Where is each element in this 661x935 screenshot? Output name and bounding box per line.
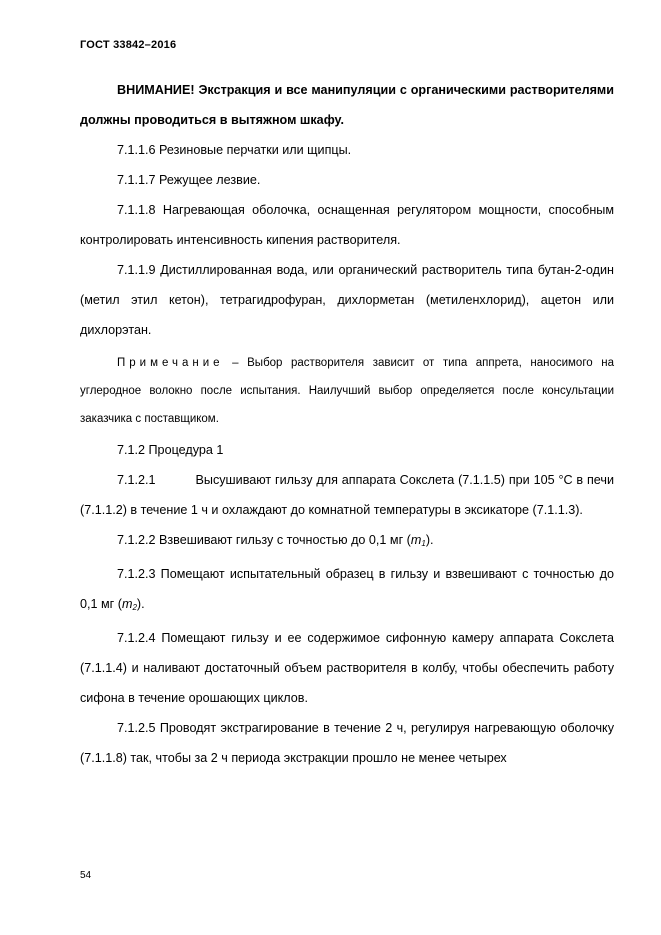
item-7-1-2-2-end: ). [425,533,434,547]
warning-paragraph [80,75,614,135]
page-number: 54 [80,870,92,881]
item-7-1-1-8: 7.1.1.8 Нагревающая оболочка, оснащенная регулятором мощности, способным контролировать интенсивность кипения растворителя. [80,203,614,247]
item-7-1-2-3-end: ). [136,597,145,611]
note-label: Примечание [117,357,224,369]
mass-variable-m2: $m_2$ [121,597,137,612]
item-7-1-1-9: 7.1.1.9 Дистиллированная вода, или органический растворитель типа бутан-2-один (метил этил кетон), тетрагидрофуран, дихлорметан (метиленхлорид), ацетон или дихлорэтан. [80,263,614,337]
document-body [80,75,614,773]
warning-text: Экстракция и все манипуляции с органическими растворителями должны проводиться в вытяжном шкафу. [80,83,614,127]
item-7-1-2-1-text: Высушивают гильзу для аппарата Сокслета (7.1.1.5) при 105 °С в печи (7.1.1.2) в течение 1 ч и охлаждают до комнатной температуры в эксикаторе (7.1.1.3). [80,473,614,517]
item-7-1-2-5: 7.1.2.5 Проводят экстрагирование в течение 2 ч, регулируя нагревающую оболочку (7.1.1.8) так, чтобы за 2 ч периода экстракции прошло не менее четырех [80,721,614,765]
item-7-1-1-6: 7.1.1.6 Резиновые перчатки или щипцы. [117,143,352,157]
item-7-1-1-7: 7.1.1.7 Режущее лезвие. [117,173,261,187]
procedure-title: 7.1.2 Процедура 1 [117,443,224,457]
item-7-1-2-4: 7.1.2.4 Помещают гильзу и ее содержимое сифонную камеру аппарата Сокслета (7.1.1.4) и наливают достаточный объем растворителя в колбу, чтобы обеспечить работу сифона в течение орошающих циклов. [80,631,614,705]
item-7-1-2-3 [80,559,614,623]
note-text: – Выбор растворителя зависит от типа аппрета, наносимого на углеродное волокно после испытания. Наилучший выбор определяется после консультации заказчика с поставщиком. [80,357,614,425]
warning-label: ВНИМАНИЕ! [117,83,195,97]
item-7-1-2-2-text: 7.1.2.2 Взвешивают гильзу с точностью до 0,1 мг ( [117,533,411,547]
item-7-1-2-1 [80,465,614,525]
mass-variable-m1: $m_1$ [410,533,426,548]
item-7-1-2-2 [80,525,614,559]
item-7-1-2-3-text: 7.1.2.3 Помещают испытательный образец в гильзу и взвешивают с точностью до 0,1 мг ( [80,567,614,611]
document-header: ГОСТ 33842–2016 [80,39,177,51]
note-paragraph [80,349,614,433]
item-7-1-2-1-number: 7.1.2.1 [117,473,156,487]
